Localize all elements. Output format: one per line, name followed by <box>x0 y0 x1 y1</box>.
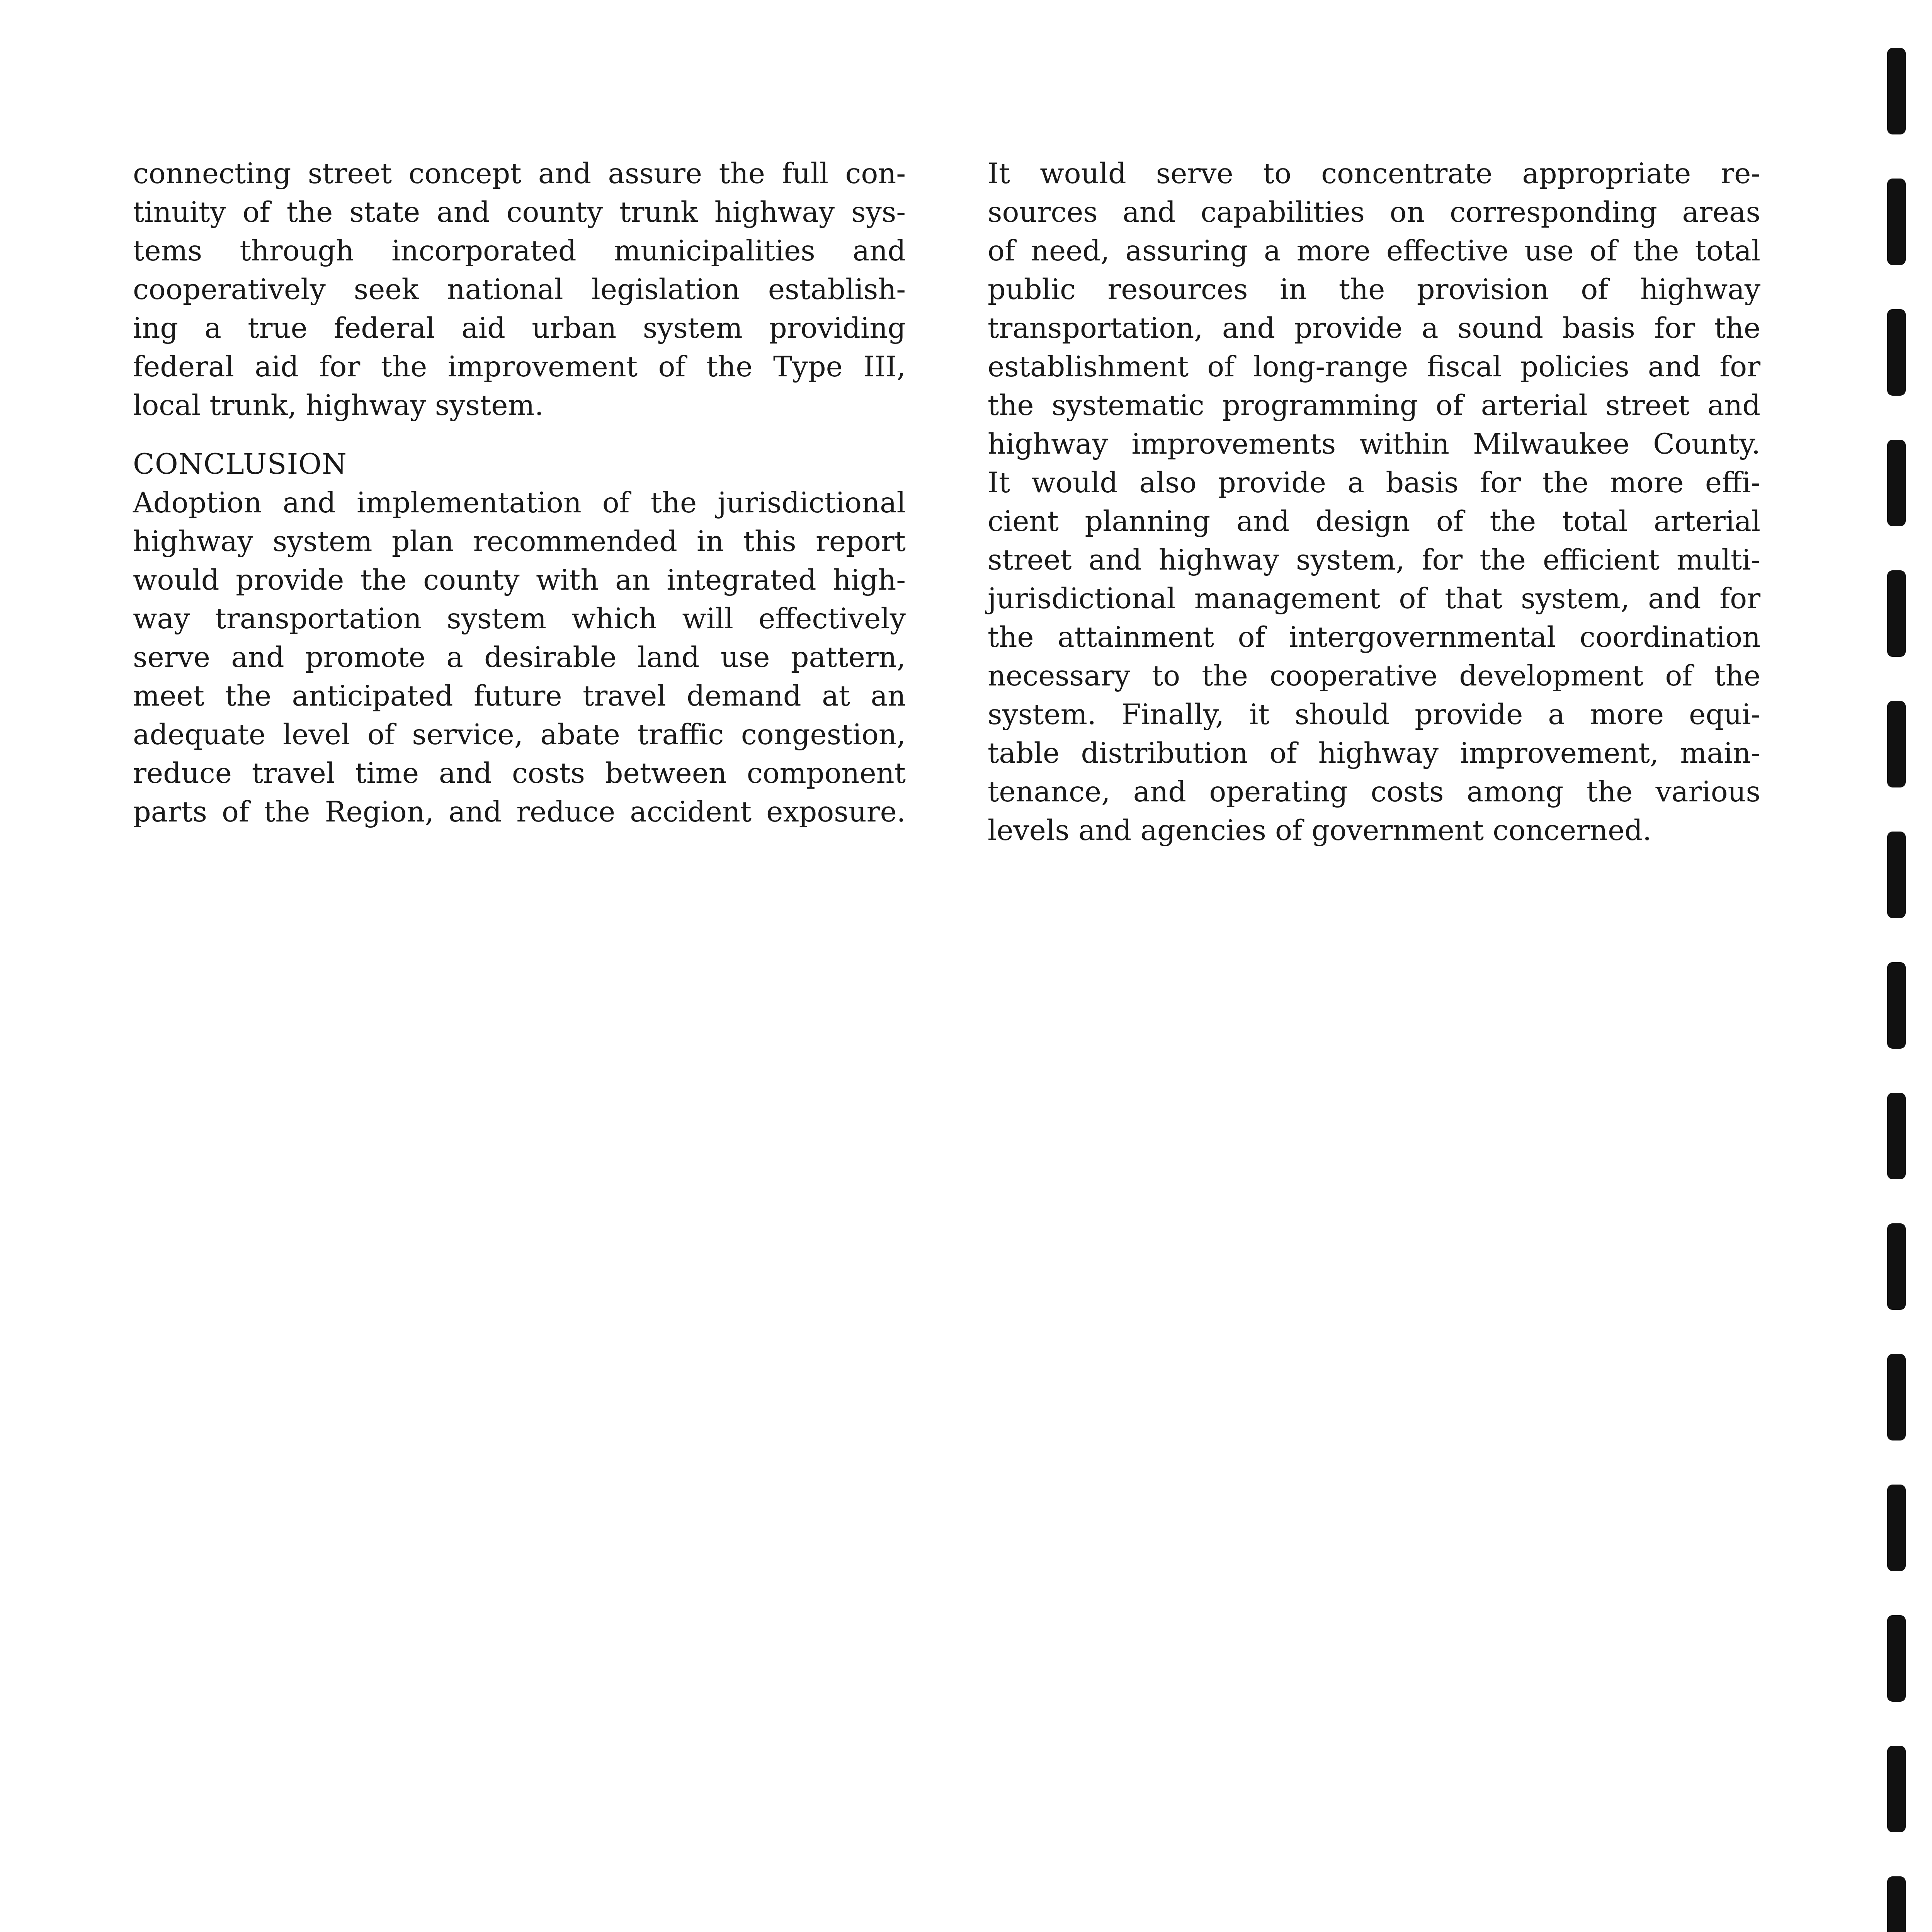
body-text-line: public resources in the provision of highway <box>988 273 1760 306</box>
body-text-line: ing a true federal aid urban system providing <box>133 312 906 345</box>
body-text-line: sources and capabilities on corresponding areas <box>988 196 1760 229</box>
binding-hole <box>1887 440 1906 526</box>
binding-hole <box>1887 1876 1906 1932</box>
binding-hole <box>1887 832 1906 918</box>
paragraph-gap <box>133 425 906 445</box>
body-text-line: necessary to the cooperative development of the <box>988 660 1760 692</box>
body-text-line: highway system plan recommended in this report <box>133 525 906 558</box>
section-heading: CONCLUSION <box>133 448 347 481</box>
binding-hole <box>1887 309 1906 396</box>
binding-hole <box>1887 48 1906 134</box>
body-text-line: cient planning and design of the total arterial <box>988 505 1760 538</box>
body-text-line: levels and agencies of government concerned. <box>988 814 1652 847</box>
binding-hole <box>1887 1354 1906 1440</box>
binding-hole <box>1887 570 1906 657</box>
body-text-line: serve and promote a desirable land use pattern, <box>133 641 906 674</box>
body-text-line: street and highway system, for the efficient multi- <box>988 544 1760 577</box>
body-text-line: It would serve to concentrate appropriate re- <box>988 157 1760 190</box>
body-text-line: adequate level of service, abate traffic congestion, <box>133 718 906 751</box>
body-text-line: system. Finally, it should provide a more equi- <box>988 698 1760 731</box>
body-text-line: establishment of long-range fiscal policies and for <box>988 350 1760 383</box>
binding-hole <box>1887 179 1906 265</box>
body-text-line: tenance, and operating costs among the various <box>988 776 1760 808</box>
body-text-line: jurisdictional management of that system, and for <box>988 582 1760 615</box>
right-text-column <box>988 155 1760 850</box>
binding-hole <box>1887 1615 1906 1702</box>
body-text-line: cooperatively seek national legislation establish- <box>133 273 906 306</box>
body-text-line: Adoption and implementation of the jurisdictional <box>133 486 906 519</box>
body-text-line: local trunk, highway system. <box>133 389 544 422</box>
body-text-line: table distribution of highway improvement, main- <box>988 737 1760 770</box>
body-text-line: reduce travel time and costs between component <box>133 757 906 790</box>
body-text-line: tems through incorporated municipalities and <box>133 235 906 267</box>
body-text-line: way transportation system which will effectively <box>133 602 906 635</box>
body-text-line: It would also provide a basis for the more effi- <box>988 466 1760 499</box>
left-text-column <box>133 155 906 832</box>
body-text-line: highway improvements within Milwaukee County. <box>988 428 1760 461</box>
body-text-line: tinuity of the state and county trunk highway sys- <box>133 196 906 229</box>
binding-hole <box>1887 1485 1906 1571</box>
body-text-line: connecting street concept and assure the full con- <box>133 157 906 190</box>
body-text-line: the systematic programming of arterial street and <box>988 389 1760 422</box>
binding-hole <box>1887 1746 1906 1832</box>
body-text-line: would provide the county with an integrated high- <box>133 564 906 597</box>
binding-hole <box>1887 1093 1906 1179</box>
binding-hole <box>1887 962 1906 1049</box>
body-text-line: parts of the Region, and reduce accident exposure. <box>133 796 906 828</box>
body-text-line: transportation, and provide a sound basis for the <box>988 312 1760 345</box>
body-text-line: of need, assuring a more effective use of the total <box>988 235 1760 267</box>
binding-hole <box>1887 701 1906 787</box>
binding-hole <box>1887 1223 1906 1310</box>
body-text-line: federal aid for the improvement of the Type III, <box>133 350 906 383</box>
body-text-line: meet the anticipated future travel demand at an <box>133 680 906 713</box>
body-text-line: the attainment of intergovernmental coordination <box>988 621 1760 654</box>
